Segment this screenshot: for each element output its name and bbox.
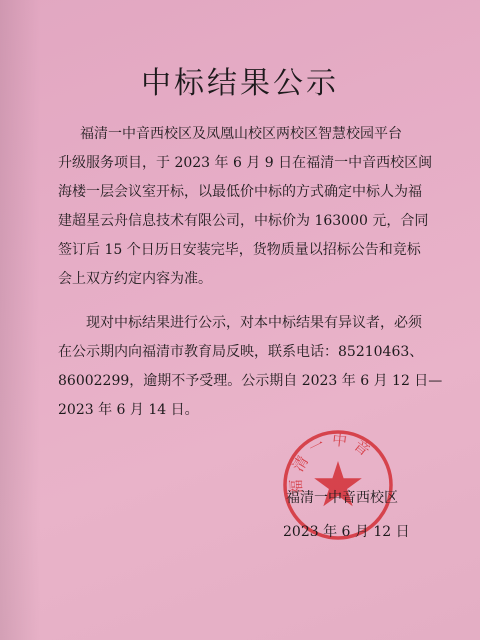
paragraph-line: 福清一中音西校区及凤凰山校区两校区智慧校园平台 xyxy=(80,126,402,142)
paragraph-line: 签订后 15 个日历日安装完毕，货物质量以招标公告和竞标 xyxy=(58,242,421,258)
paragraph-line: 建超星云舟信息技术有限公司，中标价为 163000 元，合同 xyxy=(58,213,429,229)
paragraph-line: 现对中标结果进行公示，对本中标结果有异议者，必须 xyxy=(86,315,422,331)
paragraph-line: 升级服务项目，于 2023 年 6 月 9 日在福清一中音西校区闽 xyxy=(58,155,433,171)
objection-paragraph xyxy=(58,309,450,425)
page-title: 中标结果公示 xyxy=(141,66,339,101)
paragraph-line: 在公示期内向福清市教育局反映，联系电话：85210463、 xyxy=(58,344,424,360)
paragraph-line: 86002299，逾期不予受理。公示期自 2023 年 6 月 12 日— xyxy=(58,373,443,389)
paragraph-line: 2023 年 6 月 14 日。 xyxy=(58,402,199,418)
paragraph-line: 海楼一层会议室开标，以最低价中标的方式确定中标人为福 xyxy=(58,184,422,200)
seal-ring-text: 福清一中音 xyxy=(286,430,379,495)
issuer-signature: 福清一中音西校区 xyxy=(286,490,398,506)
paragraph-line: 会上双方约定内容为准。 xyxy=(58,271,212,287)
issue-date: 2023 年 6 月 12 日 xyxy=(283,524,410,540)
award-paragraph xyxy=(58,120,450,294)
